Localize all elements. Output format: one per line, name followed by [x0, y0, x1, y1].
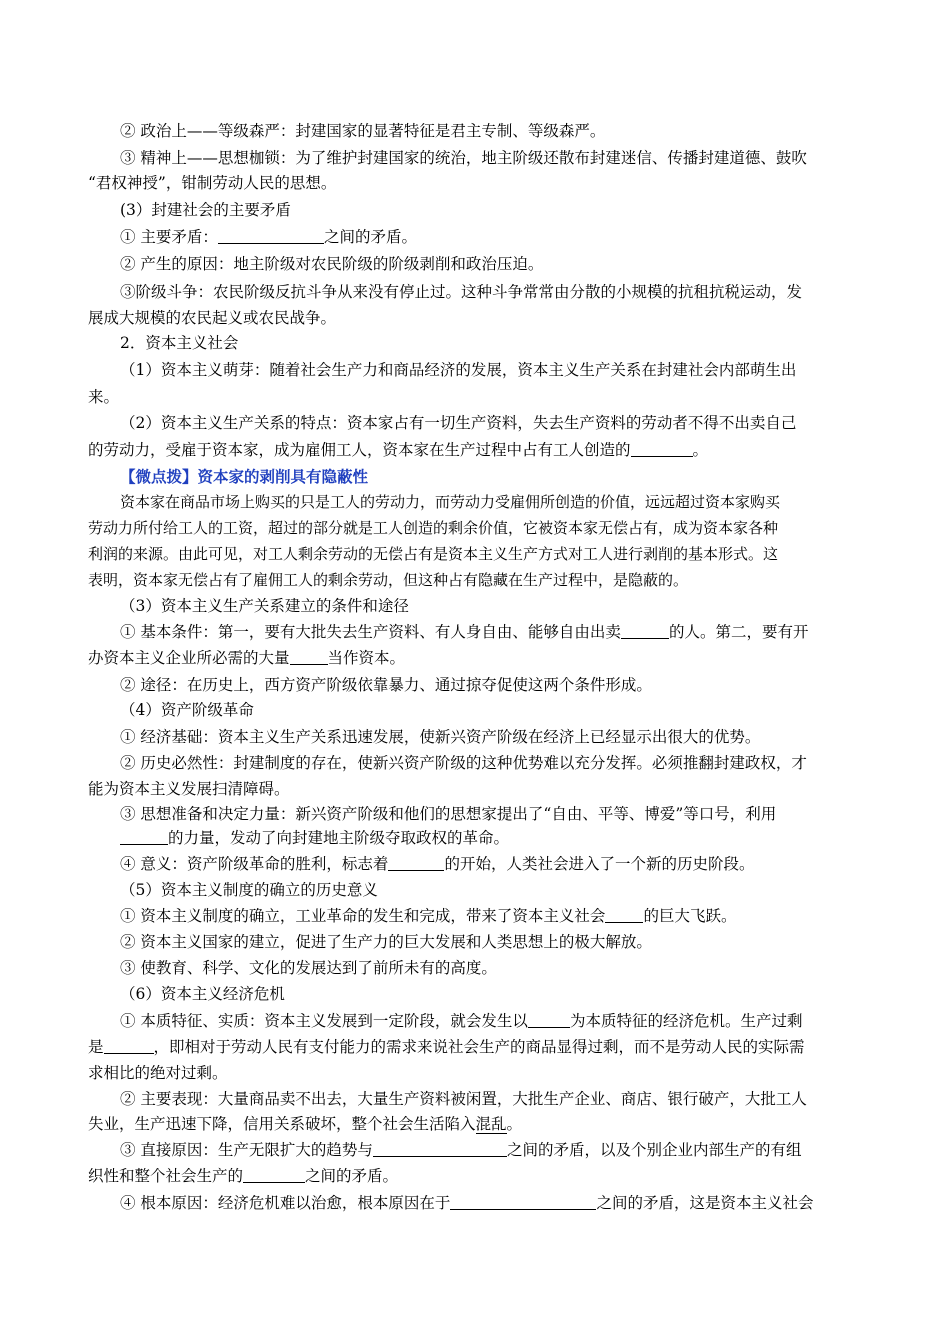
fill-blank[interactable]	[218, 228, 324, 244]
text-line: ① 主要矛盾： 之间的矛盾。	[120, 228, 417, 246]
fill-blank[interactable]	[290, 649, 328, 665]
tip-heading: 【微点拨】资本家的剥削具有隐蔽性	[120, 467, 369, 486]
text-line: ① 资本主义制度的确立，工业革命的发生和完成，带来了资本主义社会 的巨大飞跃。	[120, 907, 737, 925]
text-line: ① 本质特征、实质：资本主义发展到一定阶段，就会发生以 为本质特征的经济危机。生产过剩	[120, 1012, 803, 1030]
tip-line: 利润的来源。由此可见，对工人剩余劳动的无偿占有是资本主义生产方式对工人进行剥削的基本形式。这	[88, 545, 779, 563]
section-heading: （3）资本主义生产关系建立的条件和途径	[120, 597, 409, 615]
fill-blank[interactable]	[528, 1012, 570, 1028]
fill-blank[interactable]	[621, 623, 669, 639]
text-line: 的力量，发动了向封建地主阶级夺取政权的革命。	[88, 828, 509, 848]
text-line: 办资本主义企业所必需的大量 当作资本。	[88, 649, 406, 667]
text-line: （2）资本主义生产关系的特点：资本家占有一切生产资料，失去生产资料的劳动者不得不出卖自己	[120, 414, 797, 432]
text-line: ② 主要表现：大量商品卖不出去，大量生产资料被闲置，大批生产企业、商店、银行破产，大批工人	[120, 1090, 807, 1108]
text-line: 织性和整个社会生产的 之间的矛盾。	[88, 1167, 399, 1185]
text-line: ② 历史必然性：封建制度的存在，使新兴资产阶级的这种优势难以充分发挥。必须推翻封建政权，才	[120, 754, 807, 772]
text-line: 能为资本主义发展扫清障碍。	[88, 780, 290, 798]
text-line: 展成大规模的农民起义或农民战争。	[88, 309, 337, 327]
text-line: ② 途径：在历史上，西方资产阶级依靠暴力、通过掠夺促使这两个条件形成。	[120, 676, 652, 694]
section-heading: (3）封建社会的主要矛盾	[120, 201, 291, 219]
fill-blank[interactable]	[104, 1038, 154, 1054]
text-line: ② 政治上——等级森严：封建国家的显著特征是君主专制、等级森严。	[120, 122, 606, 140]
text-line: ④ 根本原因：经济危机难以治愈，根本原因在于 之间的矛盾，这是资本主义社会	[120, 1194, 814, 1212]
text-line: ④ 意义：资产阶级革命的胜利，标志着 的开始，人类社会进入了一个新的历史阶段。	[120, 855, 755, 873]
tip-line: 表明，资本家无偿占有了雇佣工人的剩余劳动，但这种占有隐藏在生产过程中，是隐蔽的。	[88, 571, 689, 589]
text-line: ③ 思想准备和决定力量：新兴资产阶级和他们的思想家提出了“自由、平等、博爱”等口号，利用	[120, 805, 777, 823]
fill-blank[interactable]	[243, 1167, 305, 1183]
text-line: “君权神授”，钳制劳动人民的思想。	[88, 174, 337, 192]
fill-blank[interactable]	[388, 855, 444, 871]
fill-blank[interactable]	[631, 441, 693, 457]
text-line: 求相比的绝对过剩。	[88, 1064, 228, 1082]
text-line: ③ 直接原因：生产无限扩大的趋势与 之间的矛盾，以及个别企业内部生产的有组	[120, 1141, 802, 1159]
section-heading: （6）资本主义经济危机	[120, 985, 285, 1003]
text-line: ② 产生的原因：地主阶级对农民阶级的阶级剥削和政治压迫。	[120, 255, 544, 273]
text-line: 是 ，即相对于劳动人民有支付能力的需求来说社会生产的商品显得过剩，而不是劳动人民的实际需	[88, 1038, 805, 1056]
fill-blank[interactable]	[450, 1194, 596, 1210]
text-line: 来。	[88, 388, 120, 406]
tip-line: 资本家在商品市场上购买的只是工人的劳动力，而劳动力受雇佣所创造的价值，远远超过资本家购买	[120, 493, 781, 511]
text-line: ③ 精神上——思想枷锁：为了维护封建国家的统治，地主阶级还散布封建迷信、传播封建道德、鼓吹	[120, 149, 807, 167]
text-line: ③阶级斗争：农民阶级反抗斗争从来没有停止过。这种斗争常常由分散的小规模的抗租抗税运动，发	[120, 283, 803, 301]
section-heading: 2．资本主义社会	[120, 334, 239, 352]
text-line: ② 资本主义国家的建立，促进了生产力的巨大发展和人类思想上的极大解放。	[120, 933, 652, 951]
fill-blank[interactable]	[373, 1141, 507, 1157]
fill-blank[interactable]	[120, 829, 168, 845]
text-line: 的劳动力，受雇于资本家，成为雇佣工人，资本家在生产过程中占有工人创造的 。	[88, 441, 709, 459]
text-line: ③ 使教育、科学、文化的发展达到了前所未有的高度。	[120, 959, 497, 977]
section-heading: （4）资产阶级革命	[120, 701, 254, 719]
section-heading: （5）资本主义制度的确立的历史意义	[120, 881, 378, 899]
text-line: （1）资本主义萌芽：随着社会生产力和商品经济的发展，资本主义生产关系在封建社会内部萌生出	[120, 361, 797, 379]
tip-line: 劳动力所付给工人的工资，超过的部分就是工人创造的剩余价值，它被资本家无偿占有，成为资本家各种	[88, 519, 779, 537]
fill-blank[interactable]	[605, 907, 643, 923]
text-line: ① 基本条件：第一，要有大批失去生产资料、有人身自由、能够自由出卖 的人。第二，要有开	[120, 623, 809, 641]
text-line: 失业，生产迅速下降，信用关系破坏，整个社会生活陷入混乱。	[88, 1115, 523, 1133]
text-line: ① 经济基础：资本主义生产关系迅速发展，使新兴资产阶级在经济上已经显示出很大的优势。	[120, 728, 761, 746]
